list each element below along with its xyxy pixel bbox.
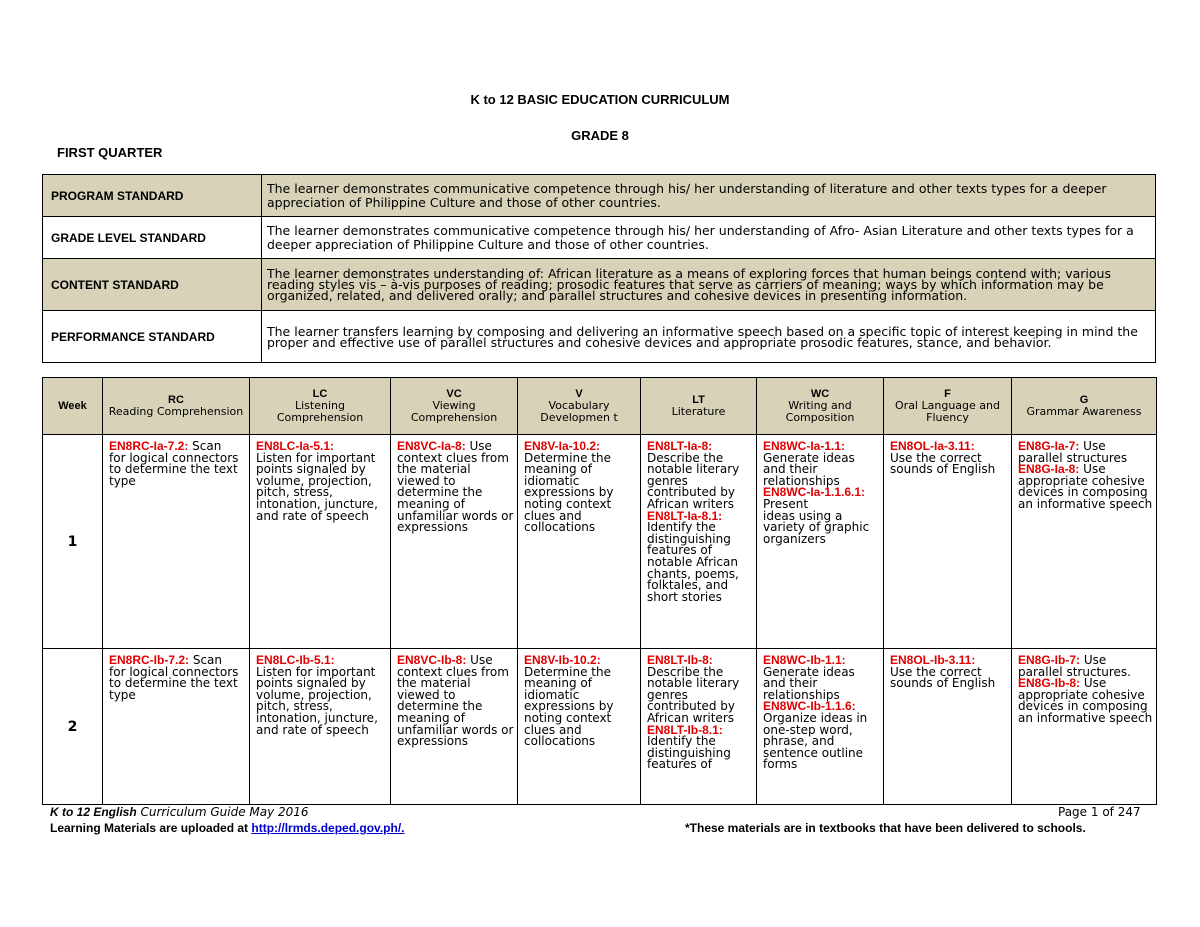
column-header-wc: WC Writing and Composition <box>757 378 884 435</box>
materials-note: *These materials are in textbooks that have been delivered to schools. <box>685 821 1086 835</box>
column-header-row <box>43 378 1157 435</box>
cell-rc: EN8RC-Ib-7.2: Scan for logical connectors to determine the text type <box>103 649 250 805</box>
cell-lt: EN8LT-Ia-8: Describe the notable literary genres contributed by African writers EN8LT-Ia-8.1: Identify the distinguishing features of notable African chants, poems, folktales, and short stories <box>641 435 757 649</box>
curriculum-guide-label: K to 12 English Curriculum Guide May 2016 <box>50 805 309 819</box>
column-header-lc: LC Listening Comprehension <box>250 378 391 435</box>
column-header-f: F Oral Language and Fluency <box>884 378 1012 435</box>
document-title: K to 12 BASIC EDUCATION CURRICULUM <box>470 92 730 107</box>
grade-title: GRADE 8 <box>571 128 629 143</box>
standard-text: The learner demonstrates communicative competence through his/ her understanding of Afro- Asian Literature and other texts types for a deeper appreciation of Philippine Culture and those of other countries. <box>262 217 1156 259</box>
standards-table <box>42 174 1156 363</box>
column-header-vc: VC Viewing Comprehension <box>391 378 518 435</box>
standard-row-grade-level <box>43 217 1156 259</box>
column-header-lt: LT Literature <box>641 378 757 435</box>
cell-lt: EN8LT-Ib-8: Describe the notable literary genres contributed by African writers EN8LT-Ib-8.1: Identify the distinguishing features of <box>641 649 757 805</box>
standard-row-program <box>43 175 1156 217</box>
standard-label: PROGRAM STANDARD <box>43 175 262 217</box>
column-header-v: V Vocabulary Developmen t <box>518 378 641 435</box>
standard-label: PERFORMANCE STANDARD <box>43 311 262 363</box>
week-number: 1 <box>43 435 103 649</box>
quarter-label: FIRST QUARTER <box>57 145 163 160</box>
column-header-rc: RC Reading Comprehension <box>103 378 250 435</box>
page-number: Page 1 of 247 <box>1058 805 1141 819</box>
column-header-g: G Grammar Awareness <box>1012 378 1157 435</box>
table-row-week-2 <box>43 649 1157 805</box>
materials-line: Learning Materials are uploaded at http://lrmds.deped.gov.ph/. <box>50 821 405 835</box>
lrmds-link[interactable]: http://lrmds.deped.gov.ph/. <box>251 821 405 835</box>
standard-row-content <box>43 259 1156 311</box>
table-row-week-1 <box>43 435 1157 649</box>
cell-g: EN8G-Ib-7: Use parallel structures. EN8G-Ib-8: Use appropriate cohesive devices in composing an informative speech <box>1012 649 1157 805</box>
cell-lc: EN8LC-Ib-5.1: Listen for important points signaled by volume, projection, pitch, stress, intonation, juncture, and rate of speech <box>250 649 391 805</box>
week-number: 2 <box>43 649 103 805</box>
cell-v: EN8V-Ib-10.2: Determine the meaning of idiomatic expressions by noting context clues and collocations <box>518 649 641 805</box>
cell-f: EN8OL-Ia-3.11: Use the correct sounds of English <box>884 435 1012 649</box>
cell-vc: EN8VC-Ib-8: Use context clues from the material viewed to determine the meaning of unfamiliar words or expressions <box>391 649 518 805</box>
cell-lc: EN8LC-Ia-5.1: Listen for important points signaled by volume, projection, pitch, stress, intonation, juncture, and rate of speech <box>250 435 391 649</box>
cell-wc: EN8WC-Ib-1.1: Generate ideas and their relationships EN8WC-Ib-1.1.6: Organize ideas in one-step word, phrase, and sentence outline forms <box>757 649 884 805</box>
standard-text: The learner transfers learning by composing and delivering an informative speech based on a specific topic of interest keeping in mind the proper and effective use of parallel structures and cohesive devices and appropriate prosodic features, stance, and behavior. <box>262 311 1156 363</box>
standard-row-performance <box>43 311 1156 363</box>
cell-g: EN8G-Ia-7: Use parallel structures EN8G-Ia-8: Use appropriate cohesive devices in composing an informative speech <box>1012 435 1157 649</box>
cell-v: EN8V-Ia-10.2: Determine the meaning of idiomatic expressions by noting context clues and collocations <box>518 435 641 649</box>
standard-text: The learner demonstrates communicative competence through his/ her understanding of literature and other texts types for a deeper appreciation of Philippine Culture and those of other countries. <box>262 175 1156 217</box>
cell-vc: EN8VC-Ia-8: Use context clues from the material viewed to determine the meaning of unfamiliar words or expressions <box>391 435 518 649</box>
cell-wc: EN8WC-Ia-1.1: Generate ideas and their relationships EN8WC-Ia-1.1.6.1: Present ideas using a variety of graphic organizers <box>757 435 884 649</box>
standard-label: CONTENT STANDARD <box>43 259 262 311</box>
standard-label: GRADE LEVEL STANDARD <box>43 217 262 259</box>
column-header-week: Week <box>43 378 103 435</box>
cell-rc: EN8RC-Ia-7.2: Scan for logical connectors to determine the text type <box>103 435 250 649</box>
competencies-table <box>42 377 1157 805</box>
cell-f: EN8OL-Ib-3.11: Use the correct sounds of English <box>884 649 1012 805</box>
standard-text: The learner demonstrates understanding of: African literature as a means of exploring forces that human beings contend with; various reading styles vis – à-vis purposes of reading; prosodic features that serve as carriers of meaning; ways by which information may be organized, related, and delivered orally; and parallel structures and cohesive devices in presenting information. <box>262 259 1156 311</box>
